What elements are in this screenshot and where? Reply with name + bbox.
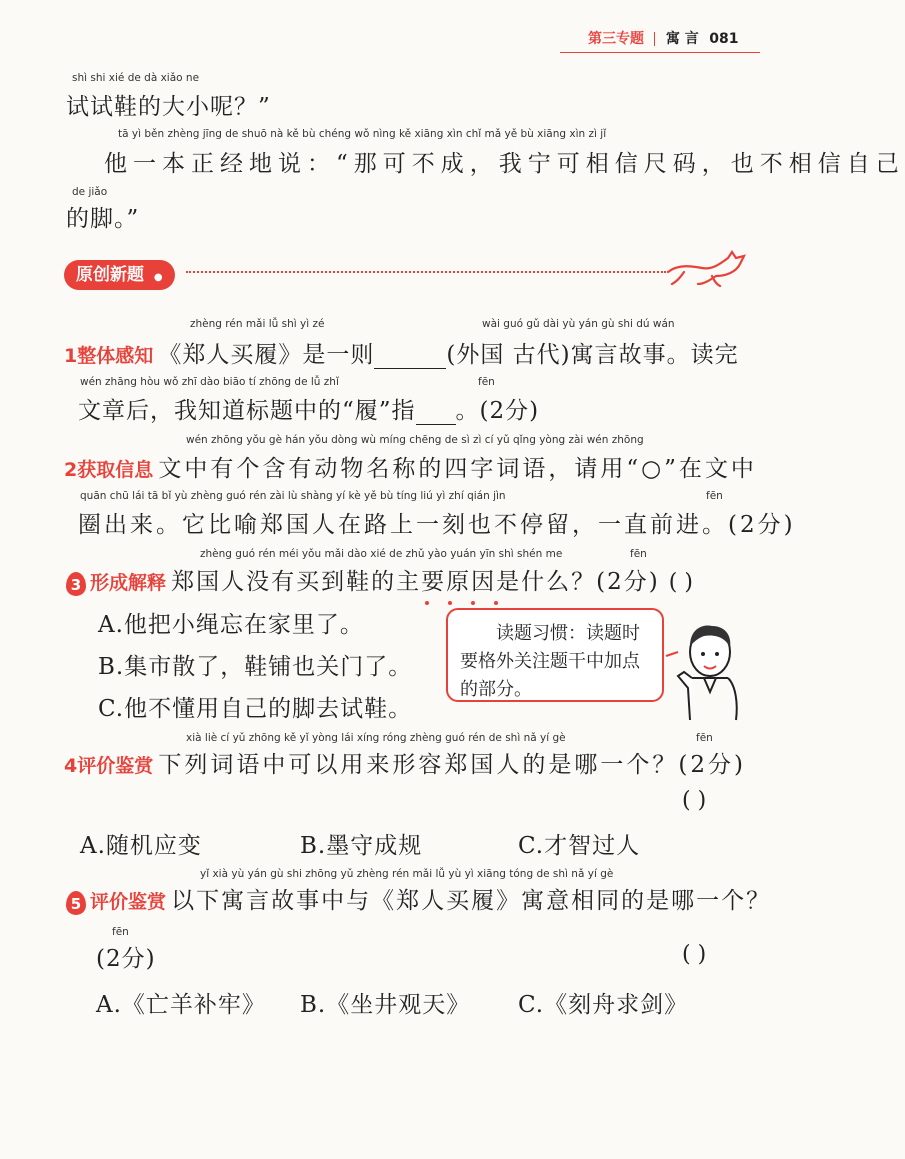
story-line3: 的脚。” [66,206,140,232]
q2-text-2: 圈出来。它比喻郑国人在路上一刻也不停留，一直前进。(2分) [78,512,796,538]
q5-label-text: 评价鉴赏 [90,891,167,913]
q4-answer-paren[interactable]: ( ) [682,788,707,813]
q4-option-a[interactable]: A.随机应变 [80,833,202,859]
q1-text-1: 《郑人买履》是一则 [158,342,375,368]
reading-tip-box [446,608,664,702]
q2-text-1: 文中有个含有动物名称的四字词语，请用“○”在文中 [158,456,757,482]
header-section: 第三专题 [588,31,644,47]
q4-option-b[interactable]: B.墨守成规 [300,833,423,859]
q4-number: 4 [64,755,78,777]
q4-option-c[interactable]: C.才智过人 [518,833,641,859]
q5-answer-paren[interactable]: ( ) [682,942,707,967]
q5-option-a[interactable]: A.《亡羊补牢》 [96,992,266,1018]
q1-pinyin-4: fēn [478,376,495,388]
q4-line1 [64,746,746,779]
q3-emphasis-dots [425,590,498,609]
q2-pinyin-2: quān chū lái tā bǐ yù zhèng guó rén zài lù shàng yí kè yě bù tíng liú yì zhí qián jìn [80,490,506,502]
q1-label [64,345,153,367]
header-genre: 寓 言 [665,31,699,47]
q5-label [66,891,166,913]
q3-answer-paren[interactable]: ( ) [668,570,693,595]
story-line1: 试试鞋的大小呢？” [66,94,271,120]
q2-pinyin-1: wén zhōng yǒu gè hán yǒu dòng wù míng chēng de sì zì cí yǔ qǐng yòng zài wén zhōng [186,434,644,446]
q2-label-text: 获取信息 [77,459,154,481]
q3-line1 [66,563,693,596]
q1-text-3: 文章后，我知道标题中的“履”指 [78,398,416,424]
q1-number: 1 [64,345,78,367]
q2-line1 [64,450,757,483]
story-line2-pinyin: tā yì běn zhèng jīng de shuō nà kě bù chéng wǒ nìng kě xiāng xìn chǐ mǎ yě bù xiāng xìn zì jǐ [118,128,607,140]
tip-line-2: 要格外关注题干中加点 [460,651,640,672]
q2-pinyin-3: fēn [706,490,723,502]
header-divider [654,32,655,46]
section-title-text: 原创新题 [76,265,144,285]
q3-pinyin-1: zhèng guó rén méi yǒu mǎi dào xié de zhǔ yào yuán yīn shì shén me [200,548,563,560]
q1-line2 [78,392,539,425]
tip-line-3: 的部分。 [460,679,532,700]
q5-option-b[interactable]: B.《坐井观天》 [300,992,471,1018]
page-header [588,28,738,48]
tip-line-1: 读题习惯：读题时 [496,623,640,644]
q1-text-2: (外国 古代)寓言故事。读完 [446,342,739,368]
q5-pinyin-1: yǐ xià yù yán gù shi zhōng yǔ zhèng rén mǎi lǚ yù yì xiāng tóng de shì nǎ yí gè [200,868,614,880]
q1-blank-1[interactable] [374,344,446,369]
q5-text-1: 以下寓言故事中与《郑人买履》寓意相同的是哪一个？ [171,888,772,914]
q2-number: 2 [64,459,78,481]
story-line3-pinyin: de jiǎo [72,186,108,198]
q1-text-4: 。(2分) [455,398,540,424]
q5-line1 [66,882,771,915]
q4-label-text: 评价鉴赏 [77,755,154,777]
q1-blank-2[interactable] [416,400,456,425]
story-line2: 他一本正经地说：“那可不成，我宁可相信尺码，也不相信自己 [104,151,905,177]
header-rule [560,52,760,53]
q3-pinyin-2: fēn [630,548,647,560]
q5-number: 5 [66,891,86,915]
q1-pinyin-3: wén zhāng hòu wǒ zhī dào biāo tí zhōng de lǚ zhǐ [80,376,339,388]
q4-text-1: 下列词语中可以用来形容郑国人的是哪一个？(2分) [158,752,746,778]
q3-option-b[interactable]: B.集市散了，鞋铺也关门了。 [98,654,413,680]
q1-pinyin-2: wài guó gǔ dài yù yán gù shi dú wán [482,318,675,330]
q5-text-2: (2分) [96,946,156,972]
boy-pointing-icon [664,616,744,722]
q1-label-text: 整体感知 [77,345,154,367]
q4-pinyin-1: xià liè cí yǔ zhōng kě yǐ yòng lái xíng róng zhèng guó rén de shì nǎ yí gè [186,732,566,744]
q3-label [66,572,166,594]
q5-option-c[interactable]: C.《刻舟求剑》 [518,992,689,1018]
q1-pinyin-1: zhèng rén mǎi lǚ shì yì zé [190,318,325,330]
q3-number: 3 [66,572,86,596]
section-title: 原创新题 ● [64,260,175,290]
q2-label [64,459,153,481]
story-line1-pinyin: shì shi xié de dà xiǎo ne [72,72,200,84]
q5-pinyin-2: fēn [112,926,129,938]
q3-option-a[interactable]: A.他把小绳忘在家里了。 [98,612,364,638]
section-dotted-line [186,271,666,273]
q3-label-text: 形成解释 [90,572,167,594]
q1-line1 [64,336,739,369]
q3-option-c[interactable]: C.他不懂用自己的脚去试鞋。 [98,696,413,722]
q4-label [64,755,153,777]
q4-pinyin-2: fēn [696,732,713,744]
cat-icon [664,244,750,288]
q3-text-1: 郑国人没有买到鞋的主要原因是什么？(2分) [171,569,660,595]
page-number: 081 [709,31,739,47]
